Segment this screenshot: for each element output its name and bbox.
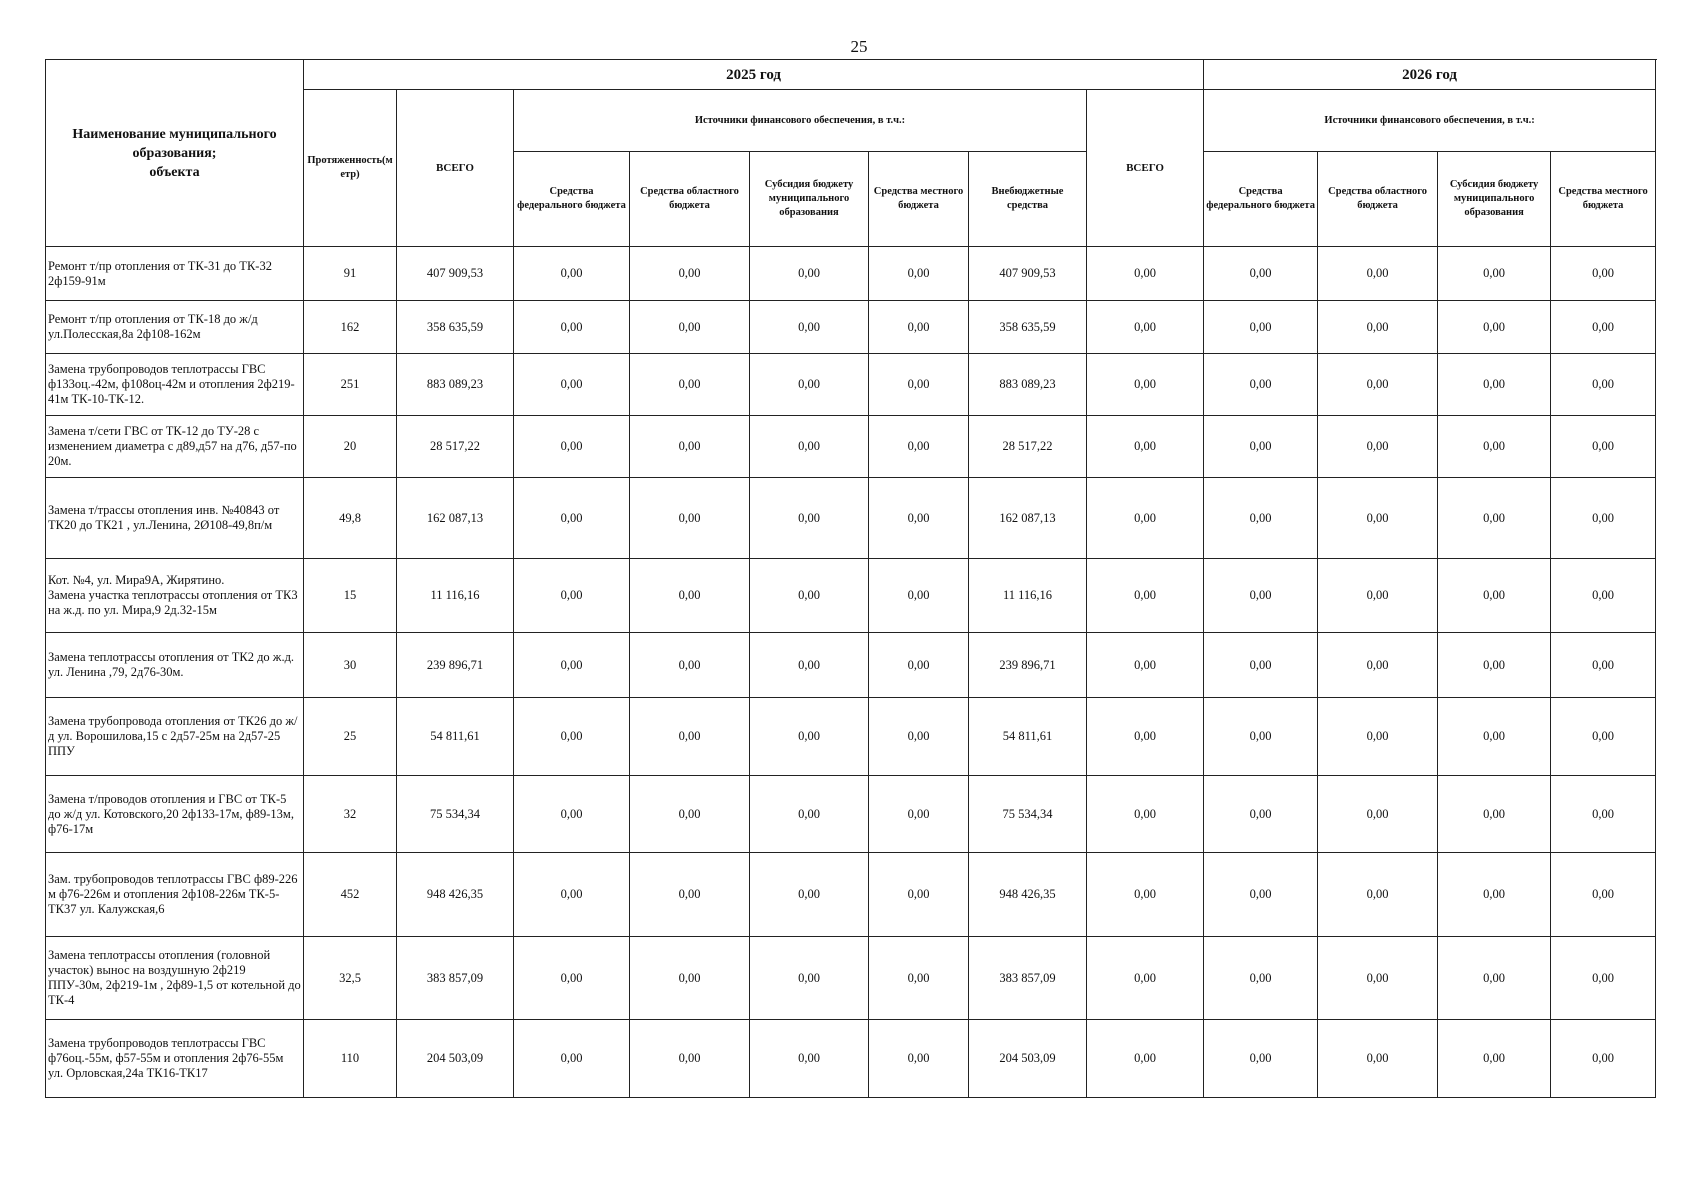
table-row bbox=[46, 416, 1656, 478]
header-extrabudget-2025: Внебюджетные средства bbox=[969, 152, 1087, 247]
subsidy-2025-value: 0,00 bbox=[750, 937, 869, 1020]
federal-2026-value: 0,00 bbox=[1204, 247, 1318, 301]
local-2026-value: 0,00 bbox=[1551, 559, 1656, 633]
length-value: 110 bbox=[304, 1020, 397, 1098]
federal-2025-value: 0,00 bbox=[514, 698, 630, 776]
header-regional-2026: Средства областного бюджета bbox=[1318, 152, 1438, 247]
local-2025-value: 0,00 bbox=[869, 301, 969, 354]
header-sources-2025: Источники финансового обеспечения, в т.ч.: bbox=[514, 90, 1087, 152]
total-2025-value: 383 857,09 bbox=[397, 937, 514, 1020]
subsidy-2026-value: 0,00 bbox=[1438, 301, 1551, 354]
extrabudget-2025-value: 75 534,34 bbox=[969, 776, 1087, 853]
subsidy-2025-value: 0,00 bbox=[750, 776, 869, 853]
total-2026-value: 0,00 bbox=[1087, 354, 1204, 416]
local-2026-value: 0,00 bbox=[1551, 301, 1656, 354]
local-2026-value: 0,00 bbox=[1551, 247, 1656, 301]
federal-2025-value: 0,00 bbox=[514, 354, 630, 416]
local-2025-value: 0,00 bbox=[869, 416, 969, 478]
regional-2025-value: 0,00 bbox=[630, 698, 750, 776]
object-name: Ремонт т/пр отопления от ТК-31 до ТК-32 2ф159-91м bbox=[46, 247, 304, 301]
subsidy-2025-value: 0,00 bbox=[750, 301, 869, 354]
federal-2025-value: 0,00 bbox=[514, 416, 630, 478]
extrabudget-2025-value: 28 517,22 bbox=[969, 416, 1087, 478]
table-row bbox=[46, 776, 1656, 853]
regional-2026-value: 0,00 bbox=[1318, 247, 1438, 301]
table-row bbox=[46, 698, 1656, 776]
subsidy-2026-value: 0,00 bbox=[1438, 478, 1551, 559]
regional-2026-value: 0,00 bbox=[1318, 416, 1438, 478]
length-value: 32 bbox=[304, 776, 397, 853]
object-name: Замена трубопроводов теплотрассы ГВС ф133оц.-42м, ф108оц-42м и отопления 2ф219-41м ТК-10-ТК-12. bbox=[46, 354, 304, 416]
extrabudget-2025-value: 54 811,61 bbox=[969, 698, 1087, 776]
object-name: Замена т/трассы отопления инв. №40843 от ТК20 до ТК21 , ул.Ленина, 2Ø108-49,8п/м bbox=[46, 478, 304, 559]
header-name: Наименование муниципального образования; объекта bbox=[46, 60, 304, 247]
extrabudget-2025-value: 883 089,23 bbox=[969, 354, 1087, 416]
federal-2026-value: 0,00 bbox=[1204, 633, 1318, 698]
federal-2025-value: 0,00 bbox=[514, 937, 630, 1020]
regional-2026-value: 0,00 bbox=[1318, 853, 1438, 937]
federal-2026-value: 0,00 bbox=[1204, 416, 1318, 478]
table-row bbox=[46, 853, 1656, 937]
extrabudget-2025-value: 383 857,09 bbox=[969, 937, 1087, 1020]
subsidy-2025-value: 0,00 bbox=[750, 1020, 869, 1098]
federal-2025-value: 0,00 bbox=[514, 1020, 630, 1098]
header-federal-2025: Средства федерального бюджета bbox=[514, 152, 630, 247]
header-year-2026: 2026 год bbox=[1204, 60, 1656, 90]
regional-2026-value: 0,00 bbox=[1318, 776, 1438, 853]
total-2026-value: 0,00 bbox=[1087, 1020, 1204, 1098]
federal-2025-value: 0,00 bbox=[514, 478, 630, 559]
object-name: Замена т/сети ГВС от ТК-12 до ТУ-28 с изменением диаметра с д89,д57 на д76, д57-по 20м. bbox=[46, 416, 304, 478]
regional-2026-value: 0,00 bbox=[1318, 354, 1438, 416]
federal-2026-value: 0,00 bbox=[1204, 478, 1318, 559]
table-row bbox=[46, 1020, 1656, 1098]
local-2026-value: 0,00 bbox=[1551, 937, 1656, 1020]
local-2025-value: 0,00 bbox=[869, 853, 969, 937]
local-2026-value: 0,00 bbox=[1551, 698, 1656, 776]
regional-2025-value: 0,00 bbox=[630, 633, 750, 698]
federal-2025-value: 0,00 bbox=[514, 633, 630, 698]
federal-2025-value: 0,00 bbox=[514, 853, 630, 937]
total-2025-value: 204 503,09 bbox=[397, 1020, 514, 1098]
table-row bbox=[46, 559, 1656, 633]
header-total-2026: ВСЕГО bbox=[1087, 90, 1204, 247]
table-row bbox=[46, 937, 1656, 1020]
federal-2026-value: 0,00 bbox=[1204, 853, 1318, 937]
federal-2026-value: 0,00 bbox=[1204, 1020, 1318, 1098]
regional-2025-value: 0,00 bbox=[630, 247, 750, 301]
subsidy-2026-value: 0,00 bbox=[1438, 416, 1551, 478]
header-subsidy-2025: Субсидия бюджету муниципального образования bbox=[750, 152, 869, 247]
total-2026-value: 0,00 bbox=[1087, 416, 1204, 478]
regional-2026-value: 0,00 bbox=[1318, 698, 1438, 776]
local-2026-value: 0,00 bbox=[1551, 776, 1656, 853]
object-name: Замена трубопровода отопления от ТК26 до ж/д ул. Ворошилова,15 с 2д57-25м на 2д57-25 ППУ bbox=[46, 698, 304, 776]
subsidy-2026-value: 0,00 bbox=[1438, 698, 1551, 776]
total-2026-value: 0,00 bbox=[1087, 937, 1204, 1020]
header-year-2025: 2025 год bbox=[304, 60, 1204, 90]
total-2025-value: 11 116,16 bbox=[397, 559, 514, 633]
local-2025-value: 0,00 bbox=[869, 937, 969, 1020]
regional-2025-value: 0,00 bbox=[630, 354, 750, 416]
subsidy-2026-value: 0,00 bbox=[1438, 559, 1551, 633]
length-value: 20 bbox=[304, 416, 397, 478]
local-2025-value: 0,00 bbox=[869, 559, 969, 633]
local-2026-value: 0,00 bbox=[1551, 1020, 1656, 1098]
object-name: Кот. №4, ул. Мира9А, Жирятино. Замена участка теплотрассы отопления от ТК3 на ж.д. по ул. Мира,9 2д.32-15м bbox=[46, 559, 304, 633]
local-2025-value: 0,00 bbox=[869, 247, 969, 301]
extrabudget-2025-value: 239 896,71 bbox=[969, 633, 1087, 698]
regional-2025-value: 0,00 bbox=[630, 1020, 750, 1098]
regional-2025-value: 0,00 bbox=[630, 937, 750, 1020]
length-value: 32,5 bbox=[304, 937, 397, 1020]
subsidy-2025-value: 0,00 bbox=[750, 698, 869, 776]
header-total-2025: ВСЕГО bbox=[397, 90, 514, 247]
local-2026-value: 0,00 bbox=[1551, 478, 1656, 559]
extrabudget-2025-value: 11 116,16 bbox=[969, 559, 1087, 633]
local-2025-value: 0,00 bbox=[869, 478, 969, 559]
table-row bbox=[46, 633, 1656, 698]
object-name: Ремонт т/пр отопления от ТК-18 до ж/д ул.Полесская,8а 2ф108-162м bbox=[46, 301, 304, 354]
length-value: 91 bbox=[304, 247, 397, 301]
federal-2026-value: 0,00 bbox=[1204, 301, 1318, 354]
subsidy-2026-value: 0,00 bbox=[1438, 853, 1551, 937]
regional-2025-value: 0,00 bbox=[630, 776, 750, 853]
length-value: 251 bbox=[304, 354, 397, 416]
subsidy-2026-value: 0,00 bbox=[1438, 633, 1551, 698]
header-length: Протяженность(метр) bbox=[304, 90, 397, 247]
subsidy-2025-value: 0,00 bbox=[750, 853, 869, 937]
regional-2026-value: 0,00 bbox=[1318, 633, 1438, 698]
federal-2025-value: 0,00 bbox=[514, 301, 630, 354]
local-2025-value: 0,00 bbox=[869, 354, 969, 416]
local-2025-value: 0,00 bbox=[869, 776, 969, 853]
regional-2025-value: 0,00 bbox=[630, 416, 750, 478]
total-2025-value: 162 087,13 bbox=[397, 478, 514, 559]
regional-2026-value: 0,00 bbox=[1318, 1020, 1438, 1098]
regional-2025-value: 0,00 bbox=[630, 301, 750, 354]
local-2026-value: 0,00 bbox=[1551, 416, 1656, 478]
regional-2026-value: 0,00 bbox=[1318, 301, 1438, 354]
local-2025-value: 0,00 bbox=[869, 1020, 969, 1098]
regional-2025-value: 0,00 bbox=[630, 559, 750, 633]
subsidy-2025-value: 0,00 bbox=[750, 354, 869, 416]
extrabudget-2025-value: 358 635,59 bbox=[969, 301, 1087, 354]
federal-2025-value: 0,00 bbox=[514, 247, 630, 301]
total-2026-value: 0,00 bbox=[1087, 776, 1204, 853]
total-2025-value: 948 426,35 bbox=[397, 853, 514, 937]
total-2025-value: 407 909,53 bbox=[397, 247, 514, 301]
federal-2026-value: 0,00 bbox=[1204, 354, 1318, 416]
length-value: 162 bbox=[304, 301, 397, 354]
total-2026-value: 0,00 bbox=[1087, 301, 1204, 354]
header-sources-2026: Источники финансового обеспечения, в т.ч.: bbox=[1204, 90, 1656, 152]
table-row bbox=[46, 247, 1656, 301]
local-2026-value: 0,00 bbox=[1551, 354, 1656, 416]
table-row bbox=[46, 354, 1656, 416]
regional-2025-value: 0,00 bbox=[630, 853, 750, 937]
total-2026-value: 0,00 bbox=[1087, 853, 1204, 937]
total-2026-value: 0,00 bbox=[1087, 698, 1204, 776]
object-name: Зам. трубопроводов теплотрассы ГВС ф89-226 м ф76-226м и отопления 2ф108-226м ТК-5-ТК37 ул. Калужская,6 bbox=[46, 853, 304, 937]
subsidy-2025-value: 0,00 bbox=[750, 478, 869, 559]
federal-2026-value: 0,00 bbox=[1204, 776, 1318, 853]
total-2025-value: 358 635,59 bbox=[397, 301, 514, 354]
regional-2025-value: 0,00 bbox=[630, 478, 750, 559]
length-value: 25 bbox=[304, 698, 397, 776]
table-row bbox=[46, 301, 1656, 354]
header-regional-2025: Средства областного бюджета bbox=[630, 152, 750, 247]
subsidy-2025-value: 0,00 bbox=[750, 416, 869, 478]
header-local-2026: Средства местного бюджета bbox=[1551, 152, 1656, 247]
object-name: Замена т/проводов отопления и ГВС от ТК-5 до ж/д ул. Котовского,20 2ф133-17м, ф89-13м, ф76-17м bbox=[46, 776, 304, 853]
federal-2025-value: 0,00 bbox=[514, 559, 630, 633]
table-row bbox=[46, 478, 1656, 559]
object-name: Замена теплотрассы отопления (головной участок) вынос на воздушную 2ф219 ППУ-30м, 2ф219-1м , 2ф89-1,5 от котельной до ТК-4 bbox=[46, 937, 304, 1020]
local-2026-value: 0,00 bbox=[1551, 633, 1656, 698]
subsidy-2025-value: 0,00 bbox=[750, 559, 869, 633]
total-2026-value: 0,00 bbox=[1087, 559, 1204, 633]
header-local-2025: Средства местного бюджета bbox=[869, 152, 969, 247]
total-2026-value: 0,00 bbox=[1087, 247, 1204, 301]
federal-2026-value: 0,00 bbox=[1204, 698, 1318, 776]
page-number: 25 bbox=[850, 37, 868, 56]
local-2026-value: 0,00 bbox=[1551, 853, 1656, 937]
regional-2026-value: 0,00 bbox=[1318, 559, 1438, 633]
total-2026-value: 0,00 bbox=[1087, 633, 1204, 698]
subsidy-2025-value: 0,00 bbox=[750, 247, 869, 301]
total-2025-value: 75 534,34 bbox=[397, 776, 514, 853]
extrabudget-2025-value: 162 087,13 bbox=[969, 478, 1087, 559]
subsidy-2026-value: 0,00 bbox=[1438, 1020, 1551, 1098]
total-2025-value: 28 517,22 bbox=[397, 416, 514, 478]
subsidy-2026-value: 0,00 bbox=[1438, 937, 1551, 1020]
length-value: 452 bbox=[304, 853, 397, 937]
total-2025-value: 239 896,71 bbox=[397, 633, 514, 698]
length-value: 49,8 bbox=[304, 478, 397, 559]
regional-2026-value: 0,00 bbox=[1318, 937, 1438, 1020]
header-subsidy-2026: Субсидия бюджету муниципального образования bbox=[1438, 152, 1551, 247]
object-name: Замена теплотрассы отопления от ТК2 до ж.д. ул. Ленина ,79, 2д76-30м. bbox=[46, 633, 304, 698]
extrabudget-2025-value: 204 503,09 bbox=[969, 1020, 1087, 1098]
total-2026-value: 0,00 bbox=[1087, 478, 1204, 559]
regional-2026-value: 0,00 bbox=[1318, 478, 1438, 559]
subsidy-2025-value: 0,00 bbox=[750, 633, 869, 698]
total-2025-value: 54 811,61 bbox=[397, 698, 514, 776]
local-2025-value: 0,00 bbox=[869, 633, 969, 698]
federal-2026-value: 0,00 bbox=[1204, 559, 1318, 633]
header-federal-2026: Средства федерального бюджета bbox=[1204, 152, 1318, 247]
subsidy-2026-value: 0,00 bbox=[1438, 776, 1551, 853]
total-2025-value: 883 089,23 bbox=[397, 354, 514, 416]
financing-table bbox=[45, 59, 1656, 1098]
extrabudget-2025-value: 948 426,35 bbox=[969, 853, 1087, 937]
extrabudget-2025-value: 407 909,53 bbox=[969, 247, 1087, 301]
subsidy-2026-value: 0,00 bbox=[1438, 354, 1551, 416]
federal-2026-value: 0,00 bbox=[1204, 937, 1318, 1020]
length-value: 30 bbox=[304, 633, 397, 698]
object-name: Замена трубопроводов теплотрассы ГВС ф76оц.-55м, ф57-55м и отопления 2ф76-55м ул. Орловская,24а ТК16-ТК17 bbox=[46, 1020, 304, 1098]
federal-2025-value: 0,00 bbox=[514, 776, 630, 853]
subsidy-2026-value: 0,00 bbox=[1438, 247, 1551, 301]
local-2025-value: 0,00 bbox=[869, 698, 969, 776]
length-value: 15 bbox=[304, 559, 397, 633]
